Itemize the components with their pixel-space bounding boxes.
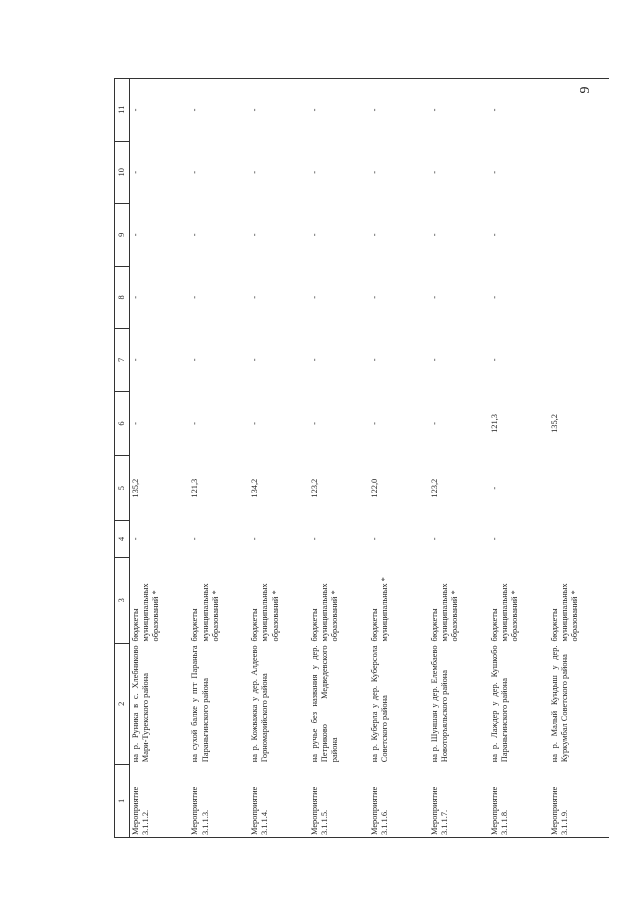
- value-cell: -: [131, 295, 140, 299]
- value-cell: -: [190, 170, 200, 174]
- value-cell: -: [190, 422, 200, 425]
- measure-location: на р. Шуншан у дер. Елембаево Новоторъяльского района: [430, 645, 450, 763]
- measure-location: на р. Малый Кундыш у дер. Куркумбал Советского района: [550, 645, 570, 763]
- value-cell: -: [489, 79, 549, 142]
- column-header: 3: [115, 557, 130, 643]
- value-cell: -: [190, 537, 200, 541]
- value-cell: -: [250, 295, 260, 299]
- column-header: 6: [115, 391, 130, 456]
- value-cell: -: [490, 295, 500, 299]
- column-header: 10: [115, 141, 130, 204]
- value-cell: -: [190, 295, 200, 299]
- value-cell: -: [370, 537, 380, 541]
- value-cell: -: [370, 358, 380, 362]
- page-number: 9: [578, 86, 593, 94]
- value-cell: -: [490, 170, 500, 174]
- value-cell: -: [190, 233, 200, 237]
- value-cell: -: [490, 537, 500, 541]
- measure-name: Мероприятие 3.1.1.3.: [189, 764, 249, 837]
- value-cell: 121,3: [190, 478, 200, 498]
- table-row: [549, 79, 609, 838]
- measure-location: на р. Куберла у дер. Куберсола Советского района: [370, 645, 390, 763]
- value-cell: 135,2: [550, 414, 560, 433]
- value-cell: -: [249, 79, 309, 142]
- column-header: 2: [115, 643, 130, 764]
- value-cell: -: [369, 79, 429, 142]
- table-row: [249, 79, 309, 838]
- value-cell: 134,2: [250, 478, 260, 498]
- table-row: [489, 79, 549, 838]
- measure-name: Мероприятие 3.1.1.8.: [489, 764, 549, 837]
- measure-name: Мероприятие 3.1.1.6.: [369, 764, 429, 837]
- table-row: [189, 79, 249, 838]
- value-cell: -: [430, 233, 440, 237]
- measure-location: на р. Руника в с. Хлебниково Мари-Турекского района: [131, 645, 151, 763]
- funding-source: бюджеты муниципальных *: [370, 577, 390, 642]
- funding-source: бюджеты муниципальных образований *: [490, 583, 520, 642]
- measure-location: на ручье без названия у дер. Петриково Медведевского района: [310, 645, 340, 763]
- value-cell: -: [490, 233, 500, 237]
- value-cell: -: [310, 422, 320, 425]
- rotated-table-wrapper: [114, 78, 609, 838]
- value-cell: -: [490, 486, 500, 490]
- value-cell: -: [429, 79, 489, 142]
- value-cell: -: [310, 170, 320, 174]
- value-cell: [549, 329, 609, 392]
- value-cell: 123,2: [430, 478, 440, 498]
- value-cell: -: [310, 358, 320, 362]
- measure-name: Мероприятие 3.1.1.2.: [130, 764, 190, 837]
- value-cell: -: [131, 358, 140, 362]
- table-header: [115, 79, 130, 838]
- value-cell: -: [310, 295, 320, 299]
- value-cell: -: [430, 358, 440, 362]
- column-header: 9: [115, 204, 130, 267]
- value-cell: -: [370, 295, 380, 299]
- value-cell: -: [490, 358, 500, 362]
- measure-location: на р. Лаждер у дер. Кушкобо Параньгинского района: [490, 645, 510, 763]
- value-cell: -: [190, 358, 200, 362]
- funding-source: бюджеты муниципальных образований *: [310, 583, 340, 642]
- value-cell: -: [250, 422, 260, 425]
- value-cell: 135,2: [131, 478, 140, 498]
- value-cell: -: [430, 170, 440, 174]
- column-header: 11: [115, 79, 130, 142]
- value-cell: -: [130, 79, 190, 142]
- measure-name: Мероприятие 3.1.1.9.: [549, 764, 609, 837]
- value-cell: [549, 141, 609, 204]
- value-cell: [549, 266, 609, 329]
- measure-name: Мероприятие 3.1.1.5.: [309, 764, 369, 837]
- value-cell: -: [310, 233, 320, 237]
- measure-name: Мероприятие 3.1.1.7.: [429, 764, 489, 837]
- value-cell: -: [430, 537, 440, 541]
- table-body: [130, 79, 610, 838]
- value-cell: -: [250, 233, 260, 237]
- value-cell: -: [310, 537, 320, 541]
- value-cell: -: [430, 422, 440, 425]
- program-table: [114, 78, 609, 838]
- value-cell: -: [309, 79, 369, 142]
- funding-source: бюджеты муниципальных образований *: [190, 583, 220, 642]
- value-cell: 122,0: [370, 478, 380, 498]
- measure-location: на сухой балке у пгт Параньга Параньгинского района: [190, 645, 210, 763]
- column-header: 7: [115, 329, 130, 392]
- value-cell: -: [189, 79, 249, 142]
- value-cell: [549, 456, 609, 521]
- value-cell: -: [131, 422, 140, 425]
- value-cell: -: [131, 170, 140, 174]
- table-row: [309, 79, 369, 838]
- value-cell: -: [250, 537, 260, 541]
- header-row: [115, 79, 130, 838]
- measure-name: Мероприятие 3.1.1.4.: [249, 764, 309, 837]
- value-cell: -: [250, 170, 260, 174]
- value-cell: 123,2: [310, 478, 320, 498]
- measure-location: на р. Кожважка у дер. Алдеево Горномарийского района: [250, 645, 270, 763]
- funding-source: бюджеты муниципальных образований *: [550, 583, 580, 642]
- value-cell: [549, 79, 609, 142]
- value-cell: [549, 521, 609, 558]
- table-row: [369, 79, 429, 838]
- value-cell: -: [370, 233, 380, 237]
- funding-source: бюджеты муниципальных образований *: [131, 583, 161, 642]
- value-cell: -: [131, 537, 140, 541]
- column-header: 5: [115, 456, 130, 521]
- table-row: [130, 79, 190, 838]
- value-cell: -: [370, 170, 380, 174]
- value-cell: -: [370, 422, 380, 425]
- column-header: 4: [115, 521, 130, 558]
- column-header: 8: [115, 266, 130, 329]
- value-cell: -: [430, 295, 440, 299]
- value-cell: [549, 204, 609, 267]
- table-row: [429, 79, 489, 838]
- funding-source: бюджеты муниципальных образований *: [430, 583, 460, 642]
- value-cell: 121,3: [490, 414, 500, 433]
- value-cell: -: [250, 358, 260, 362]
- column-header: 1: [115, 764, 130, 837]
- value-cell: -: [131, 233, 140, 237]
- funding-source: бюджеты муниципальных образований *: [250, 583, 280, 642]
